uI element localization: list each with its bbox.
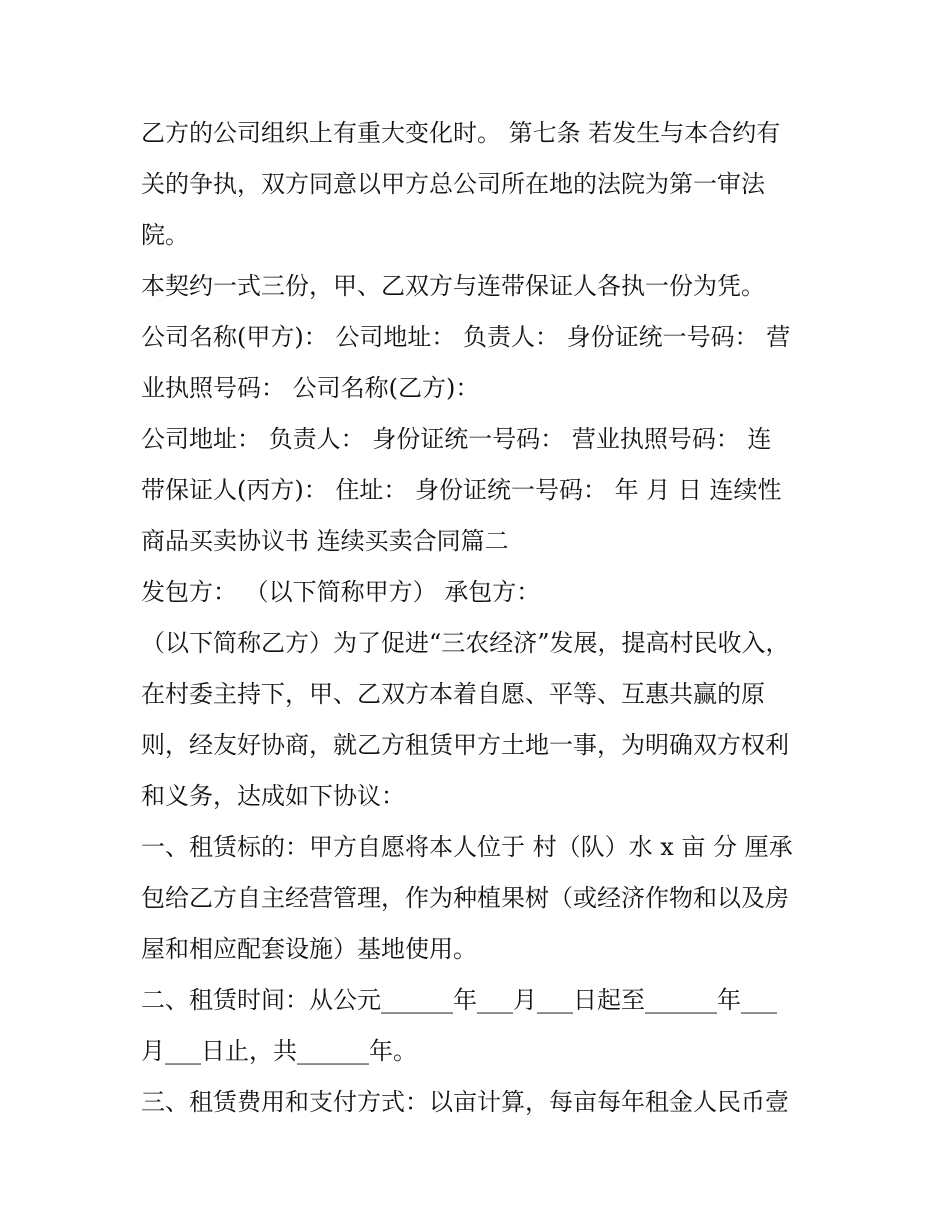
text-line: （以下简称乙方）为了促进“三农经济”发展，提高村民收入， (141, 629, 790, 657)
document-body (141, 108, 821, 1128)
text-line: 本契约一式三份，甲、乙双方与连带保证人各执一份为凭。 (141, 272, 765, 300)
text-line: 月___日止，共______年。 (141, 1037, 417, 1065)
text-line: 乙方的公司组织上有重大变化时。 第七条 若发生与本合约有 (141, 119, 781, 147)
text-line: 公司名称(甲方)： 公司地址： 负责人： 身份证统一号码： 营 (141, 323, 791, 351)
text-line: 屋和相应配套设施）基地使用。 (141, 935, 477, 963)
text-line: 二、租赁时间：从公元______年___月___日起至______年___ (141, 986, 777, 1014)
text-line: 包给乙方自主经营管理，作为种植果树（或经济作物和以及房 (141, 884, 789, 912)
text-line: 公司地址： 负责人： 身份证统一号码： 营业执照号码： 连 (141, 425, 772, 453)
text-line: 关的争执，双方同意以甲方总公司所在地的法院为第一审法 (141, 170, 765, 198)
text-line: 业执照号码： 公司名称(乙方)： (141, 374, 480, 402)
text-line: 商品买卖协议书 连续买卖合同篇二 (141, 527, 509, 555)
text-line: 院。 (141, 221, 189, 249)
text-line: 在村委主持下，甲、乙双方本着自愿、平等、互惠共赢的原 (141, 680, 765, 708)
text-line: 则，经友好协商，就乙方租赁甲方土地一事，为明确双方权利 (141, 731, 789, 759)
text-line: 带保证人(丙方)： 住址： 身份证统一号码： 年 月 日 连续性 (141, 476, 782, 504)
text-line: 三、租赁费用和支付方式：以亩计算，每亩每年租金人民币壹 (141, 1088, 789, 1116)
text-line: 发包方： （以下简称甲方） 承包方： (141, 578, 541, 606)
text-line: 和义务，达成如下协议： (141, 782, 405, 810)
text-line: 一、租赁标的：甲方自愿将本人位于 村（队）水 x 亩 分 厘承 (141, 833, 793, 861)
